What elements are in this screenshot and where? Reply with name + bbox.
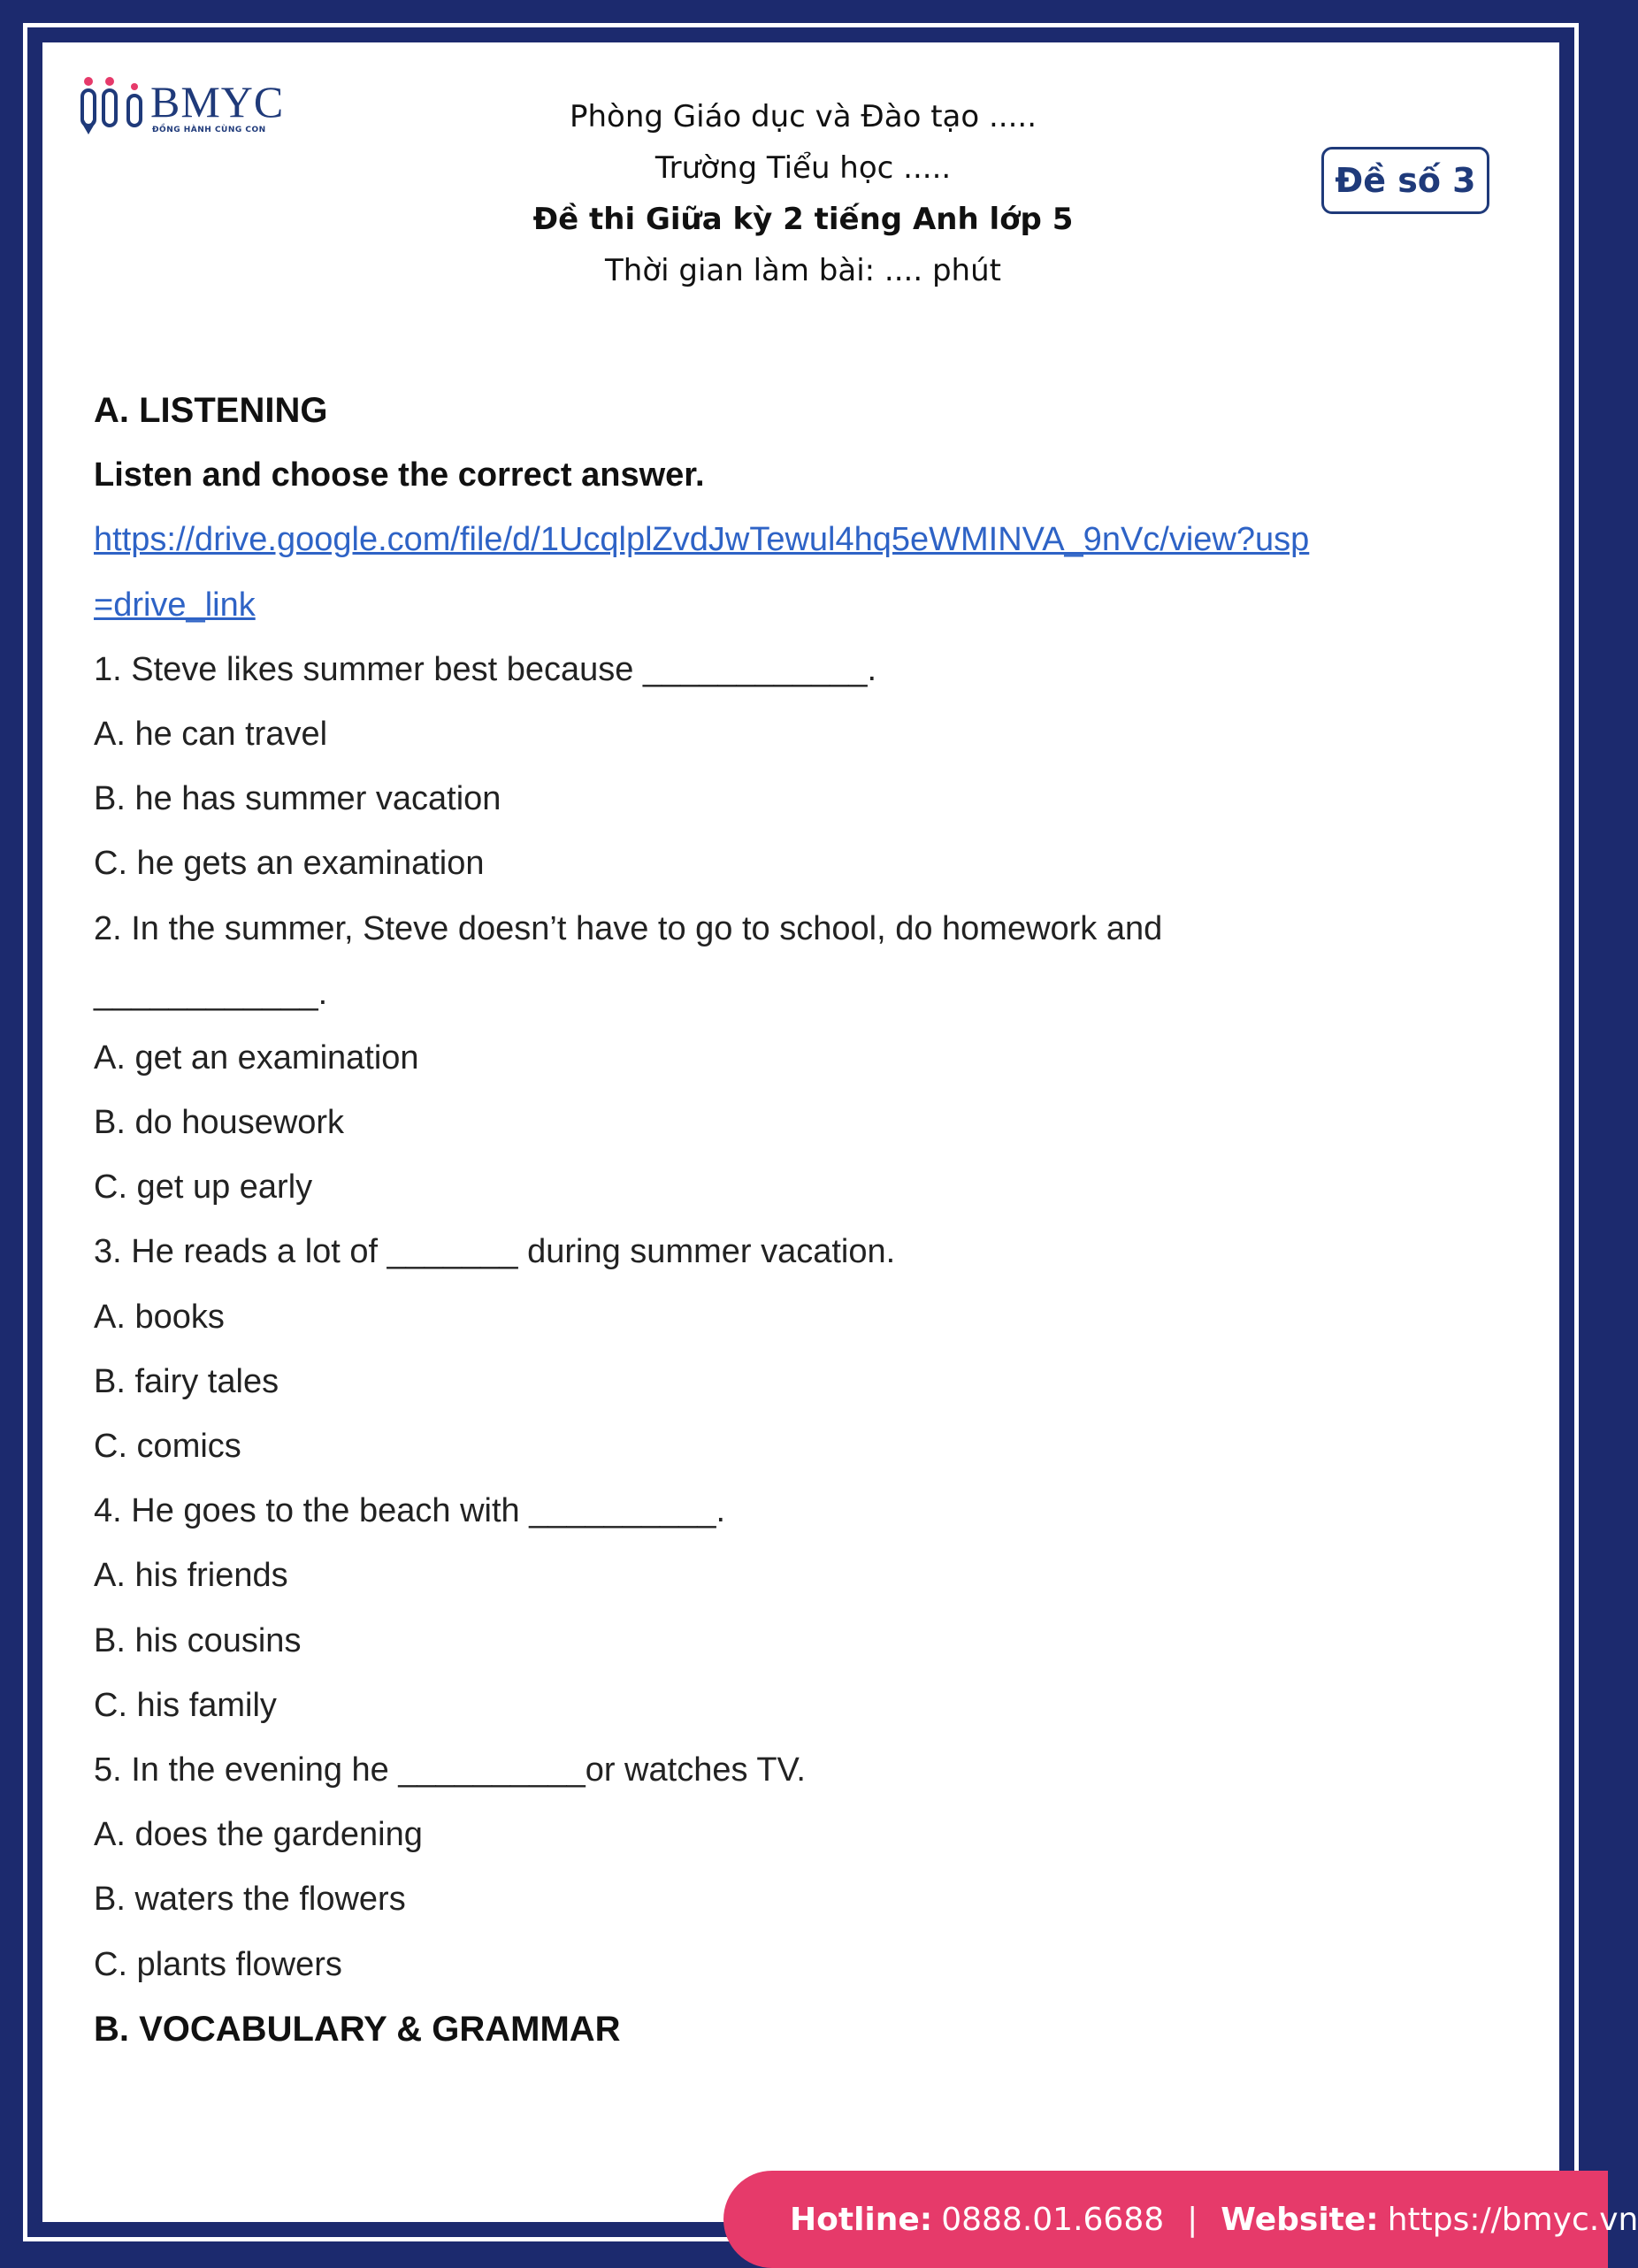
question-1: 1. Steve likes summer best because ____________.	[94, 650, 877, 688]
bmyc-logo	[80, 74, 301, 145]
exam-number-badge: Đề số 3	[1321, 147, 1489, 214]
logo-tagline: ĐỒNG HÀNH CÙNG CON	[152, 126, 266, 134]
question-2: 2. In the summer, Steve doesn’t have to go to school, do homework and	[94, 909, 1163, 947]
listening-instruction: Listen and choose the correct answer.	[94, 456, 705, 494]
option-4a: A. his friends	[94, 1557, 288, 1595]
header-department: Phòng Giáo dục và Đào tạo .....	[569, 99, 1037, 134]
section-b-heading: B. VOCABULARY & GRAMMAR	[94, 2009, 621, 2049]
worksheet-page	[42, 42, 1559, 2222]
header-exam-title: Đề thi Giữa kỳ 2 tiếng Anh lớp 5	[532, 202, 1074, 237]
option-4c: C. his family	[94, 1686, 277, 1724]
option-5c: C. plants flowers	[94, 1945, 342, 1983]
option-3a: A. books	[94, 1298, 225, 1336]
option-3b: B. fairy tales	[94, 1362, 279, 1400]
question-4: 4. He goes to the beach with __________.	[94, 1492, 726, 1530]
option-1c: C. he gets an examination	[94, 845, 485, 883]
option-1a: A. he can travel	[94, 715, 328, 753]
header-duration: Thời gian làm bài: .... phút	[605, 253, 1001, 288]
option-5a: A. does the gardening	[94, 1816, 423, 1854]
option-3c: C. comics	[94, 1428, 241, 1465]
option-2b: B. do housework	[94, 1104, 345, 1142]
option-4b: B. his cousins	[94, 1621, 302, 1659]
header-school: Trường Tiểu học .....	[654, 150, 952, 186]
footer-separator: |	[1187, 2201, 1198, 2238]
hotline-label: Hotline:	[790, 2201, 933, 2238]
website-label: Website:	[1221, 2201, 1379, 2238]
hotline-number[interactable]: 0888.01.6688	[941, 2201, 1165, 2238]
logo-wordmark: BMYC	[150, 77, 285, 126]
exam-content	[94, 379, 1509, 2062]
website-link[interactable]: https://bmyc.vn	[1387, 2201, 1638, 2238]
option-5b: B. waters the flowers	[94, 1881, 406, 1919]
option-2a: A. get an examination	[94, 1038, 419, 1077]
question-2-blank: ____________.	[94, 974, 328, 1012]
option-1b: B. he has summer vacation	[94, 780, 501, 818]
question-3: 3. He reads a lot of _______ during summer vacation.	[94, 1233, 896, 1271]
option-2c: C. get up early	[94, 1168, 313, 1207]
contact-footer	[723, 2171, 1638, 2268]
question-5: 5. In the evening he __________or watches TV.	[94, 1751, 806, 1789]
exam-header	[361, 91, 1245, 296]
audio-link[interactable]: https://drive.google.com/file/d/1UcqlplZvdJwTewul4hq5eWMINVA_9nVc/view?usp	[94, 521, 1310, 559]
audio-link-continued[interactable]: =drive_link	[94, 586, 256, 624]
section-a-heading: A. LISTENING	[94, 391, 328, 430]
family-logo-icon	[80, 74, 150, 145]
